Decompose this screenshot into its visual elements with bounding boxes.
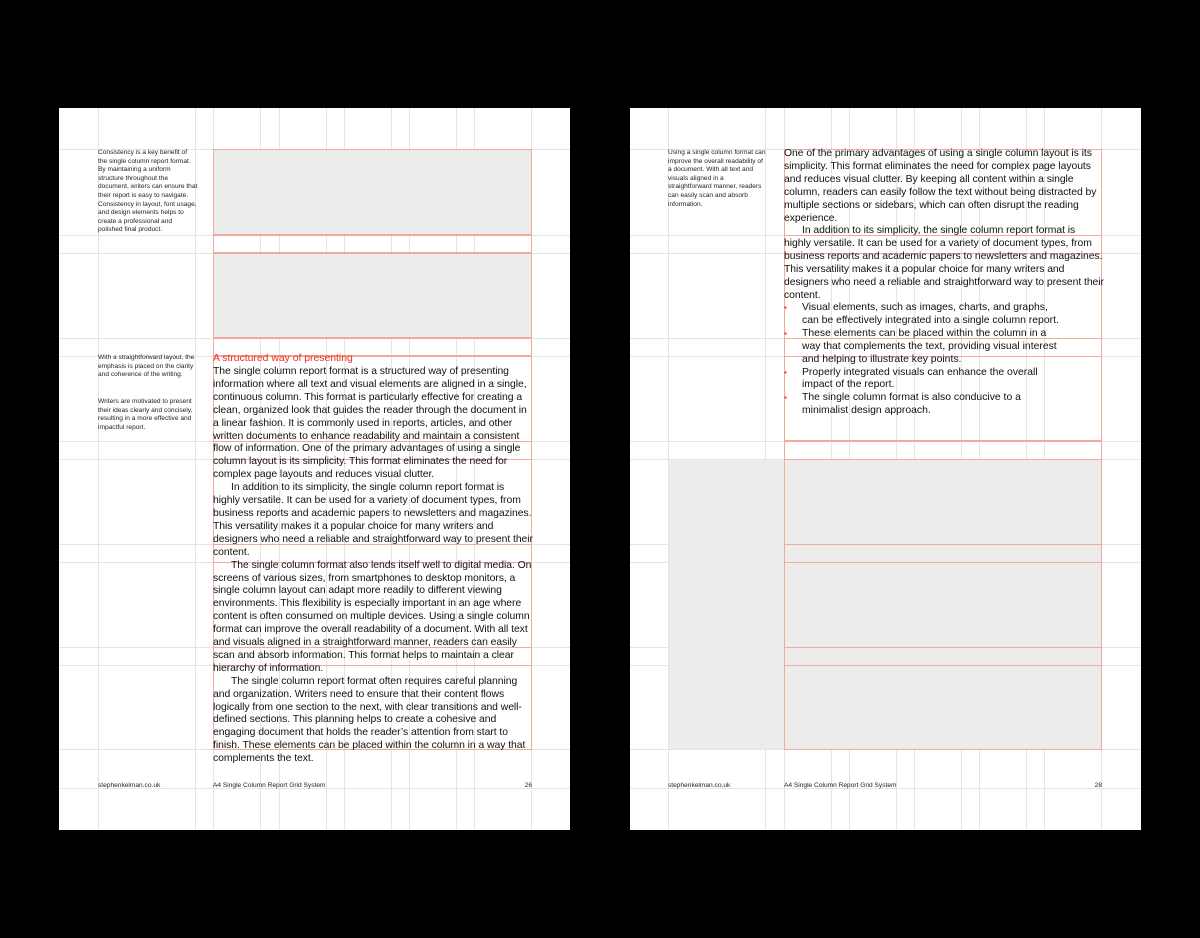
image-frame <box>213 149 532 235</box>
footer-site: stephenkelman.co.uk <box>668 782 731 789</box>
footer-site: stephenkelman.co.uk <box>98 782 161 789</box>
bullet-list <box>784 302 1062 418</box>
side-note: With a straightforward layout, the emphasis is placed on the clarity and coherence of the writing. <box>98 354 195 379</box>
body-text <box>213 366 533 766</box>
bullet-icon: ▪ <box>784 393 787 403</box>
bullet-icon: ▪ <box>784 328 787 338</box>
image-frame <box>213 253 532 338</box>
list-item: ▪ The single column format is also conducive to a minimalist design approach. <box>784 392 1021 417</box>
page-number: 26 <box>524 782 532 789</box>
side-note: Consistency is a key benefit of the single column report format. By maintaining a uniform structure throughout the document, writers can ensure that their report is easy to navigate. Consistency in layout, font usage, and design elements helps to create a professional and polished final product. <box>98 149 198 234</box>
list-item: ▪ These elements can be placed within the column in a way that complements the text, providing visual interest and helping to illustrate key points. <box>784 327 1057 365</box>
side-note: Writers are motivated to present their ideas clearly and concisely, resulting in a more effective and impactful report. <box>98 398 193 431</box>
paragraph: One of the primary advantages of using a single column layout is its simplicity. This format eliminates the need for complex page layouts and reduces visual clutter. By keeping all content within a single column, readers can easily follow the text without being distracted by multiple sections or sidebars, which can often disrupt the reading experience. <box>784 148 1097 224</box>
footer-title: A4 Single Column Report Grid System <box>213 782 326 789</box>
bullet-icon: ▪ <box>784 303 787 312</box>
paragraph: The single column format also lends itself well to digital media. On screens of various sizes, from smartphones to desktop monitors, a single column layout can adapt more readily to different viewing environments. This flexibility is especially important in an age where content is often consumed on multiple devices. Using a single column format can improve the overall readability of a document. With all text and visuals aligned in a straightforward manner, readers can easily scan and absorb information. This format helps to maintain a clear hierarchy of information. <box>213 559 532 674</box>
gutter-frame <box>784 441 1102 460</box>
footer-title: A4 Single Column Report Grid System <box>784 782 897 789</box>
list-item: ▪ Visual elements, such as images, charts, and graphs, can be effectively integrated into a single column report. <box>784 302 1059 326</box>
page-number: 28 <box>1094 782 1102 789</box>
section-heading: A structured way of presenting <box>213 353 353 364</box>
paragraph: The single column report format often requires careful planning and organization. Writers need to ensure that their content flows logically from one section to the next, with clear transitions and well-defined sections. This planning helps to create a cohesive and engaging document that holds the reader’s attention from start to finish. These elements can be placed within the column in a way that complements the text. <box>213 675 526 765</box>
side-note: Using a single column format can improve the overall readability of a document. With all text and visuals aligned in a straightforward manner, readers can easily scan and absorb information. <box>668 149 766 208</box>
gutter-frame <box>213 235 532 253</box>
paragraph: The single column report format is a structured way of presenting information where all text and visual elements are aligned in a single, continuous column. This format is particularly effective for creating a clean, organized look that guides the reader through the document in a linear fashion. It is commonly used in reports, articles, and other written documents to enhance readability and maintain a consistent flow of information. One of the primary advantages of using a single column layout is its simplicity. This format eliminates the need for complex page layouts and reduces visual clutter. <box>213 366 527 481</box>
paragraph: In addition to its simplicity, the single column report format is highly versatile. It can be used for a variety of document types, from business reports and academic papers to newsletters and magazines. This versatility makes it a popular choice for many writers and designers who need a reliable and straightforward way to present their content. <box>213 482 533 558</box>
list-item: ▪ Properly integrated visuals can enhance the overall impact of the report. <box>784 366 1038 391</box>
bullet-icon: ▪ <box>784 367 787 377</box>
left-page <box>59 108 570 830</box>
paragraph: In addition to its simplicity, the single column report format is highly versatile. It can be used for a variety of document types, from business reports and academic papers to newsletters and magazines. This versatility makes it a popular choice for many writers and designers who need a reliable and straightforward way to present their content. <box>784 225 1104 301</box>
body-text <box>784 148 1104 303</box>
right-page <box>630 108 1141 830</box>
image-frame <box>784 459 1102 750</box>
